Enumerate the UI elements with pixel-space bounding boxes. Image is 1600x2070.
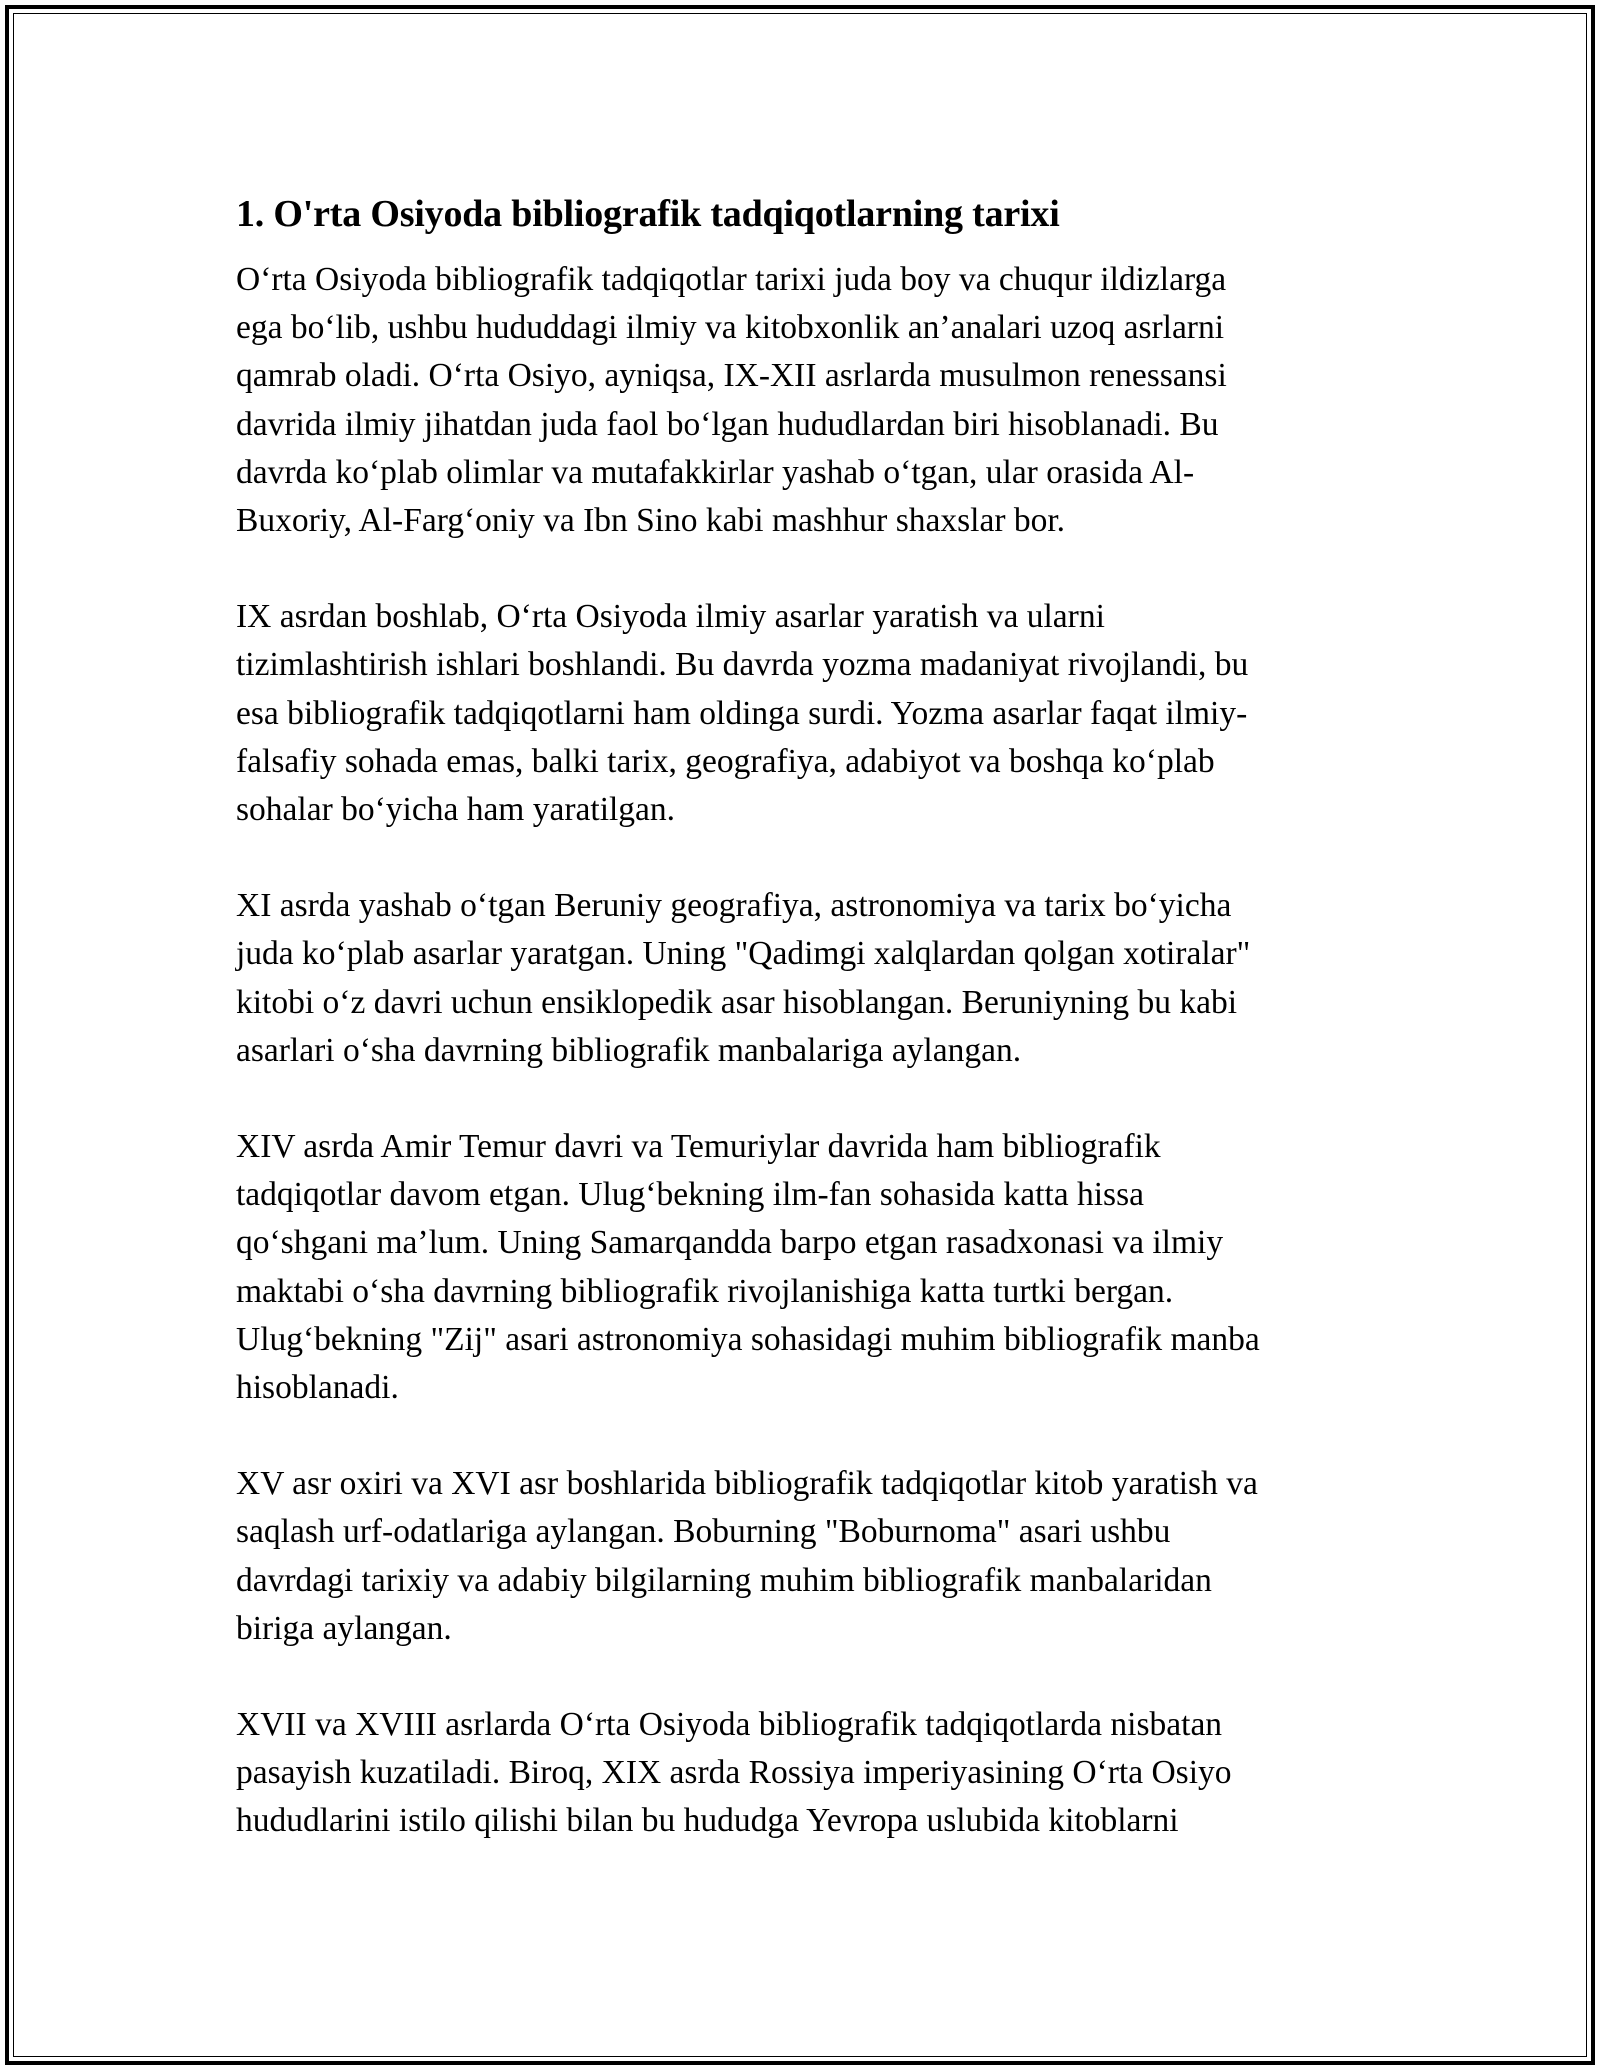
paragraph-6 bbox=[236, 1701, 1366, 1846]
text-line: XVII va XVIII asrlarda O‘rta Osiyoda bibliografik tadqiqotlarda nisbatan bbox=[236, 1706, 1223, 1744]
text-line: falsafiy sohada emas, balki tarix, geografiya, adabiyot va boshqa ko‘plab bbox=[236, 742, 1215, 780]
section-heading: 1. O'rta Osiyoda bibliografik tadqiqotlarning tarixi bbox=[236, 193, 1060, 235]
paragraph-3 bbox=[236, 882, 1366, 1075]
text-line: qo‘shgani ma’lum. Uning Samarqandda barpo etgan rasadxonasi va ilmiy bbox=[236, 1224, 1224, 1262]
text-line: kitobi o‘z davri uchun ensiklopedik asar hisoblangan. Beruniyning bu kabi bbox=[236, 983, 1238, 1021]
text-line: davrdagi tarixiy va adabiy bilgilarning muhim bibliografik manbalaridan bbox=[236, 1561, 1212, 1599]
text-line: davrida ilmiy jihatdan juda faol bo‘lgan hududlardan biri hisoblanadi. Bu bbox=[236, 405, 1219, 443]
text-line: asarlari o‘sha davrning bibliografik manbalariga aylangan. bbox=[236, 1031, 1022, 1069]
document-body bbox=[236, 186, 1366, 1894]
text-line: davrda ko‘plab olimlar va mutafakkirlar yashab o‘tgan, ular orasida Al- bbox=[236, 453, 1195, 491]
text-line: tadqiqotlar davom etgan. Ulug‘bekning ilm-fan sohasida katta hissa bbox=[236, 1176, 1145, 1214]
text-line: O‘rta Osiyoda bibliografik tadqiqotlar tarixi juda boy va chuqur ildizlarga bbox=[236, 261, 1227, 298]
text-line: pasayish kuzatiladi. Biroq, XIX asrda Rossiya imperiyasining O‘rta Osiyo bbox=[236, 1754, 1232, 1792]
text-line: XIV asrda Amir Temur davri va Temuriylar davrida ham bibliografik bbox=[236, 1128, 1161, 1166]
text-line: ega bo‘lib, ushbu hududdagi ilmiy va kitobxonlik an’analari uzoq asrlarni bbox=[236, 309, 1225, 347]
text-line: Ulug‘bekning "Zij" asari astronomiya sohasidagi muhim bibliografik manba bbox=[236, 1320, 1260, 1358]
text-line: sohalar bo‘yicha ham yaratilgan. bbox=[236, 791, 676, 829]
text-line: biriga aylangan. bbox=[236, 1609, 452, 1647]
paragraph-5 bbox=[236, 1460, 1366, 1653]
text-line: saqlash urf-odatlariga aylangan. Boburning "Boburnoma" asari ushbu bbox=[236, 1513, 1171, 1551]
text-line: XV asr oxiri va XVI asr boshlarida bibliografik tadqiqotlar kitob yaratish va bbox=[236, 1465, 1258, 1503]
text-line: hisoblanadi. bbox=[236, 1369, 399, 1407]
text-line: Buxoriy, Al-Farg‘oniy va Ibn Sino kabi mashhur shaxslar bor. bbox=[236, 502, 1066, 540]
paragraph-1 bbox=[236, 256, 1366, 545]
text-line: qamrab oladi. O‘rta Osiyo, ayniqsa, IX-XII asrlarda musulmon renessansi bbox=[236, 357, 1227, 395]
text-line: IX asrdan boshlab, O‘rta Osiyoda ilmiy asarlar yaratish va ularni bbox=[236, 598, 1105, 636]
paragraph-2 bbox=[236, 593, 1366, 834]
text-line: tizimlashtirish ishlari boshlandi. Bu davrda yozma madaniyat rivojlandi, bu bbox=[236, 646, 1249, 684]
paragraph-4 bbox=[236, 1123, 1366, 1412]
text-line: hududlarini istilo qilishi bilan bu hududga Yevropa uslubida kitoblarni bbox=[236, 1802, 1179, 1840]
text-line: juda ko‘plab asarlar yaratgan. Uning "Qadimgi xalqlardan qolgan xotiralar" bbox=[236, 935, 1251, 973]
text-line: XI asrda yashab o‘tgan Beruniy geografiya, astronomiya va tarix bo‘yicha bbox=[236, 887, 1232, 925]
text-line: esa bibliografik tadqiqotlarni ham oldinga surdi. Yozma asarlar faqat ilmiy- bbox=[236, 694, 1248, 732]
text-line: maktabi o‘sha davrning bibliografik rivojlanishiga katta turtki bergan. bbox=[236, 1272, 1174, 1310]
